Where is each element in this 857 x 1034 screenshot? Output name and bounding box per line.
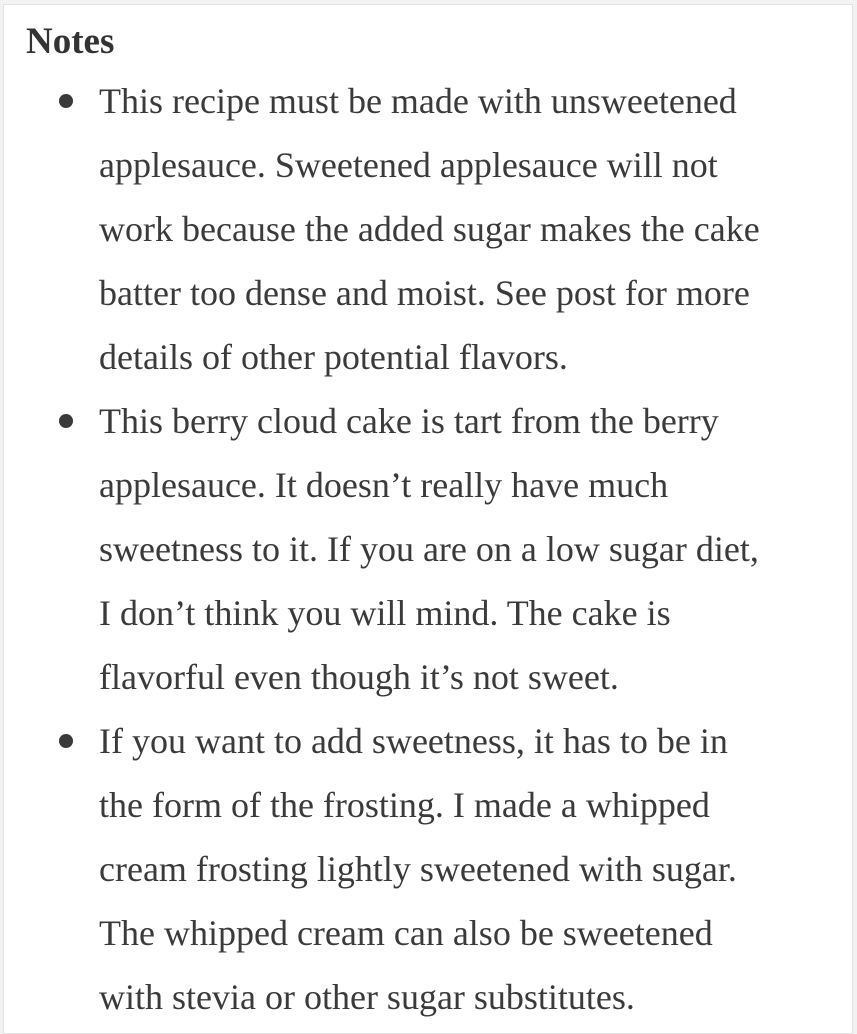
note-line: with stevia or other sugar substitutes. — [99, 977, 635, 1017]
note-item-2 — [99, 389, 834, 709]
note-line: applesauce. Sweetened applesauce will not — [99, 145, 718, 185]
notes-card — [3, 4, 853, 1034]
note-line: The whipped cream can also be sweetened — [99, 913, 713, 953]
note-line: work because the added sugar makes the cake — [99, 209, 760, 249]
notes-list — [4, 69, 834, 1029]
bullet-icon — [59, 734, 73, 748]
note-line: I don’t think you will mind. The cake is — [99, 593, 671, 633]
note-line: If you want to add sweetness, it has to be in — [99, 721, 728, 761]
note-line: cream frosting lightly sweetened with sugar. — [99, 849, 737, 889]
note-line: the form of the frosting. I made a whipped — [99, 785, 710, 825]
note-line: flavorful even though it’s not sweet. — [99, 657, 619, 697]
bullet-icon — [59, 414, 73, 428]
note-line: sweetness to it. If you are on a low sugar diet, — [99, 529, 759, 569]
note-item-3 — [99, 709, 834, 1029]
notes-title: Notes — [26, 21, 115, 62]
bullet-icon — [59, 94, 73, 108]
note-line: batter too dense and moist. See post for more — [99, 273, 750, 313]
note-line: This recipe must be made with unsweetened — [99, 81, 737, 121]
note-line: This berry cloud cake is tart from the berry — [99, 401, 719, 441]
note-item-1 — [99, 69, 834, 389]
note-line: details of other potential flavors. — [99, 337, 568, 377]
note-line: applesauce. It doesn’t really have much — [99, 465, 669, 505]
